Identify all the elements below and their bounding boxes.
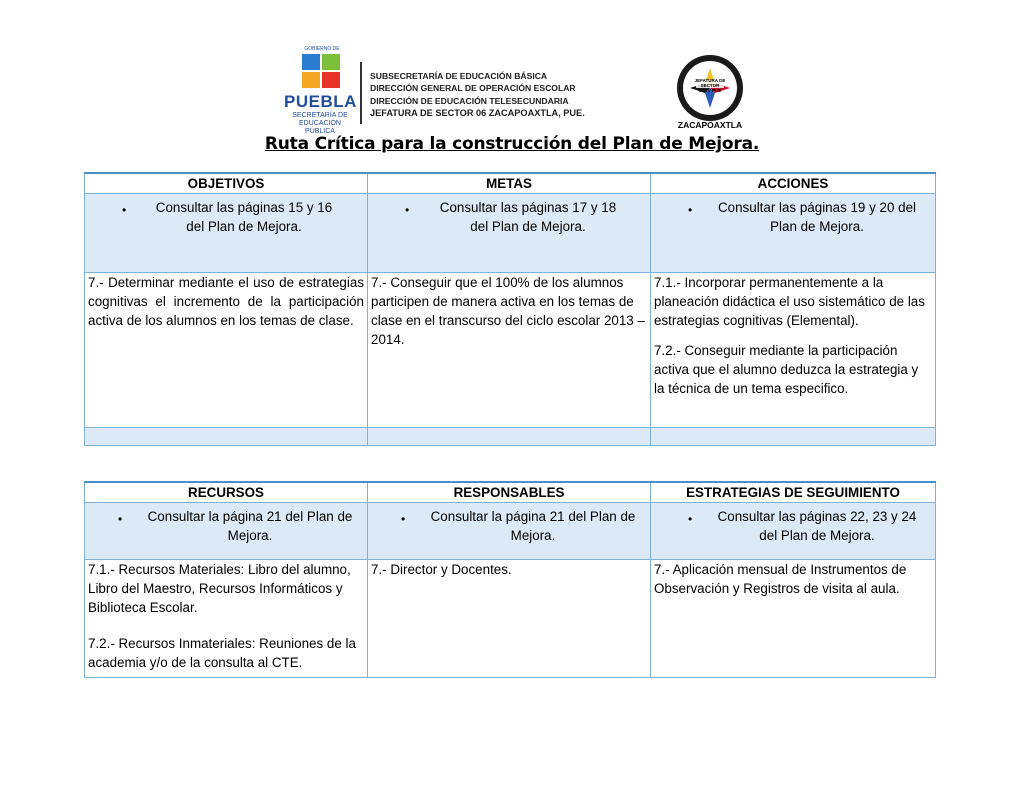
column-header-acciones: ACCIONES <box>651 173 936 194</box>
bullet-text: Consultar la página 21 del Plan de Mejora. <box>430 509 636 543</box>
column-header-metas: METAS <box>368 173 651 194</box>
puebla-sub1: SECRETARÍA DE <box>292 112 348 119</box>
institution-line: DIRECCIÓN GENERAL DE OPERACIÓN ESCOLAR <box>370 83 576 94</box>
empty-cell <box>651 428 936 446</box>
bullet-icon: • <box>405 203 410 217</box>
logo-tiny-text: GOBIERNO DE <box>304 46 340 52</box>
accion-item: 7.2.- Conseguir mediante la participación activa que el alumno deduzca la estrategia y la técnica de un tema especifico. <box>654 343 919 396</box>
bullet-text: Consultar las páginas 15 y 16 del Plan de Mejora. <box>155 200 333 234</box>
bullet-icon: • <box>118 512 123 526</box>
bullet-text: Consultar la página 21 del Plan de Mejora. <box>147 509 353 543</box>
zacapoaxtla-logo <box>672 54 748 134</box>
column-header-objetivos: OBJETIVOS <box>85 173 368 194</box>
empty-cell <box>85 428 368 446</box>
institution-lines <box>370 70 585 120</box>
bullet-cell <box>85 194 368 273</box>
puebla-sep-logo <box>284 46 357 135</box>
emblem-label: ZACAPOAXTLA <box>677 120 743 130</box>
acciones-cell <box>651 273 936 428</box>
bullet-cell <box>651 503 936 560</box>
institution-line: DIRECCIÓN DE EDUCACIÓN TELESECUNDARIA <box>370 95 569 106</box>
bullet-text: Consultar las páginas 19 y 20 del Plan de Mejora. <box>717 200 916 234</box>
bullet-cell <box>651 194 936 273</box>
meta-cell: 7.- Conseguir que el 100% de los alumnos participen de manera activa en los temas de clase en el transcurso del ciclo escolar 2013 – 2014. <box>368 273 651 428</box>
puebla-sub2: EDUCACIÓN PÚBLICA <box>298 120 341 135</box>
column-header-estrategias: ESTRATEGIAS DE SEGUIMIENTO <box>651 482 936 503</box>
estrategias-cell: 7.- Aplicación mensual de Instrumentos de Observación y Registros de visita al aula. <box>651 560 936 678</box>
puebla-color-blocks <box>302 46 342 90</box>
institution-line: SUBSECRETARÍA DE EDUCACIÓN BÁSICA <box>370 71 548 81</box>
recurso-item: 7.1.- Recursos Materiales: Libro del alumno, Libro del Maestro, Recursos Informáticos y Biblioteca Escolar. <box>88 562 351 615</box>
recursos-cell <box>85 560 368 678</box>
header-divider <box>360 62 362 124</box>
bullet-cell <box>85 503 368 560</box>
emblem-ring-text: JEFATURA DE SECTOR 06 TV PUE <box>694 78 726 93</box>
institution-line: JEFATURA DE SECTOR 06 ZACAPOAXTLA, PUE. <box>370 108 585 119</box>
accion-item: 7.1.- Incorporar permanentemente a la planeación didáctica el uso sistemático de las estrategias cognitivas (Elemental). <box>654 275 925 328</box>
recurso-item: 7.2.- Recursos Inmateriales: Reuniones de la academia y/o de la consulta al CTE. <box>88 636 356 670</box>
bullet-icon: • <box>122 203 127 217</box>
bullet-icon: • <box>688 512 693 526</box>
bullet-icon: • <box>688 203 693 217</box>
puebla-wordmark: PUEBLA <box>284 92 357 111</box>
bullet-cell <box>368 503 651 560</box>
bullet-text: Consultar las páginas 22, 23 y 24 del Plan de Mejora. <box>717 509 917 543</box>
bullet-text: Consultar las páginas 17 y 18 del Plan de Mejora. <box>439 200 617 234</box>
bullet-icon: • <box>401 512 406 526</box>
bullet-cell <box>368 194 651 273</box>
column-header-recursos: RECURSOS <box>85 482 368 503</box>
column-header-responsables: RESPONSABLES <box>368 482 651 503</box>
page-title: Ruta Crítica para la construcción del Plan de Mejora. <box>264 134 760 154</box>
empty-cell <box>368 428 651 446</box>
table-recursos-responsables-estrategias <box>84 481 936 678</box>
responsables-cell: 7.- Director y Docentes. <box>368 560 651 678</box>
objetivo-cell: 7.- Determinar mediante el uso de estrategias cognitivas el incremento de la participación activa de los alumnos en los temas de clase. <box>85 273 368 428</box>
table-objetivos-metas-acciones <box>84 172 936 446</box>
